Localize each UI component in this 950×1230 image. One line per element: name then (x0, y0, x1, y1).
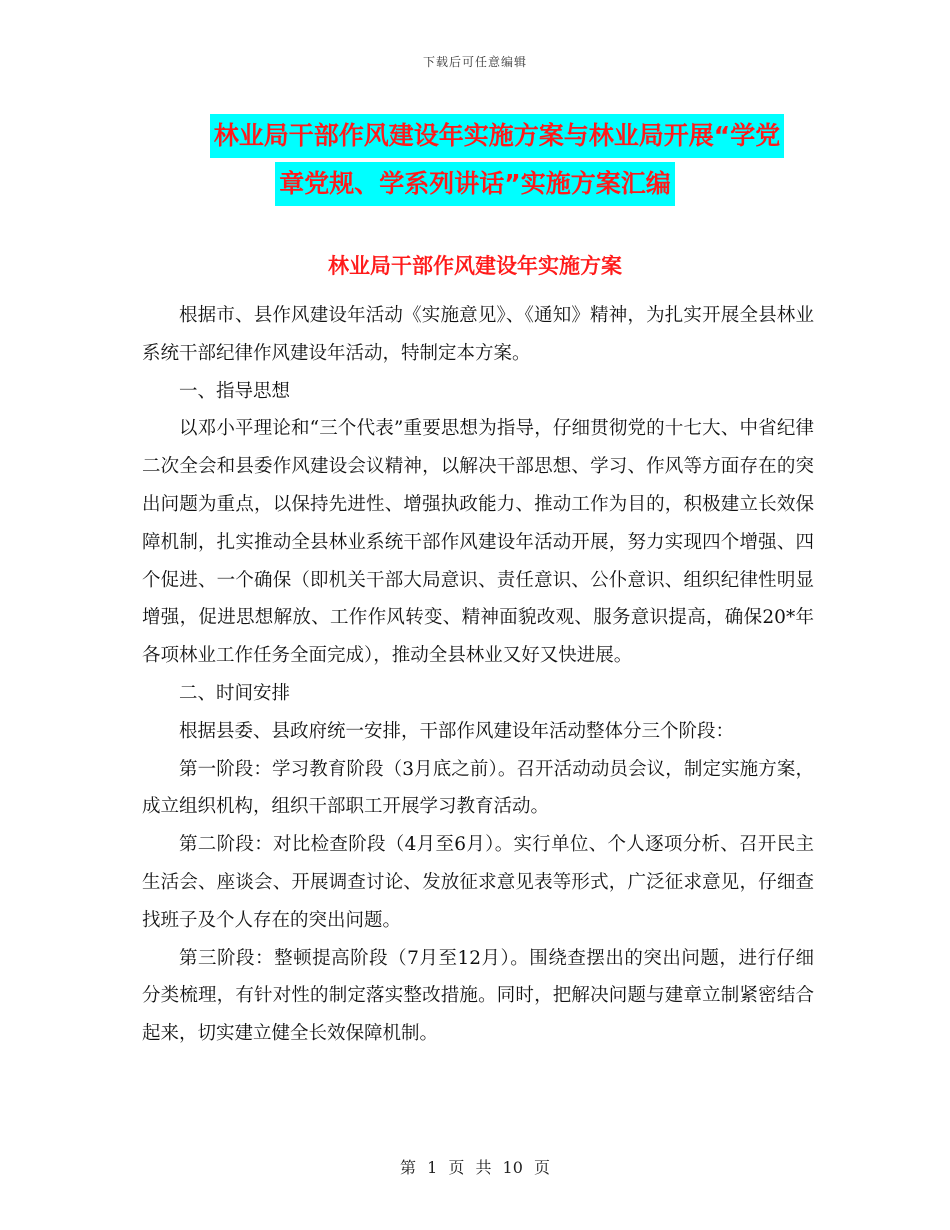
paragraph-stage-2: 第二阶段：对比检查阶段（4月至6月）。实行单位、个人逐项分析、召开民主生活会、座谈会、开展调查讨论、发放征求意见表等形式，广泛征求意见，仔细查找班子及个人存在的突出问题。 (142, 834, 814, 931)
document-title-line-1: 林业局干部作风建设年实施方案与林业局开展“学党 (210, 114, 784, 158)
header-note: 下载后可任意编辑 (422, 55, 527, 69)
page-footer: 第 1 页 共 10 页 (400, 1158, 550, 1177)
heading-guiding-ideology: 一、指导思想 (179, 380, 291, 402)
paragraph-stage-3: 第三阶段：整顿提高阶段（7月至12月）。围绕查摆出的突出问题，进行仔细分类梳理，有针对性的制定落实整改措施。同时，把解决问题与建章立制紧密结合起来，切实建立健全长效保障机制。 (142, 947, 814, 1045)
paragraph-schedule-overview: 根据县委、县政府统一安排，干部作风建设年活动整体分三个阶段： (179, 720, 735, 742)
heading-schedule: 二、时间安排 (179, 682, 291, 704)
document-title-line-2: 章党规、学系列讲话”实施方案汇编 (275, 162, 674, 206)
paragraph-guiding-ideology: 以邓小平理论和“三个代表”重要思想为指导，仔细贯彻党的十七大、中省纪律二次全会和县委作风建设会议精神，以解决干部思想、学习、作风等方面存在的突出问题为重点，以保持先进性、增强执政能力、推动工作为目的，积极建立长效保障机制，扎实推动全县林业系统干部作风建设年活动开展，努力实现四个增强、四个促进、一个确保（即机关干部大局意识、责任意识、公仆意识、组织纪律性明显增强，促进思想解放、工作作风转变、精神面貌改观、服务意识提高，确保20*年各项林业工作任务全面完成），推动全县林业又好又快进展。 (142, 418, 814, 667)
document-body (142, 297, 814, 1053)
document-title (0, 112, 950, 208)
paragraph-intro: 根据市、县作风建设年活动《实施意见》、《通知》精神，为扎实开展全县林业系统干部纪律作风建设年活动，特制定本方案。 (142, 305, 814, 364)
paragraph-stage-1: 第一阶段：学习教育阶段（3月底之前）。召开活动动员会议，制定实施方案，成立组织机构，组织干部职工开展学习教育活动。 (142, 758, 814, 818)
section-title: 林业局干部作风建设年实施方案 (328, 254, 622, 278)
